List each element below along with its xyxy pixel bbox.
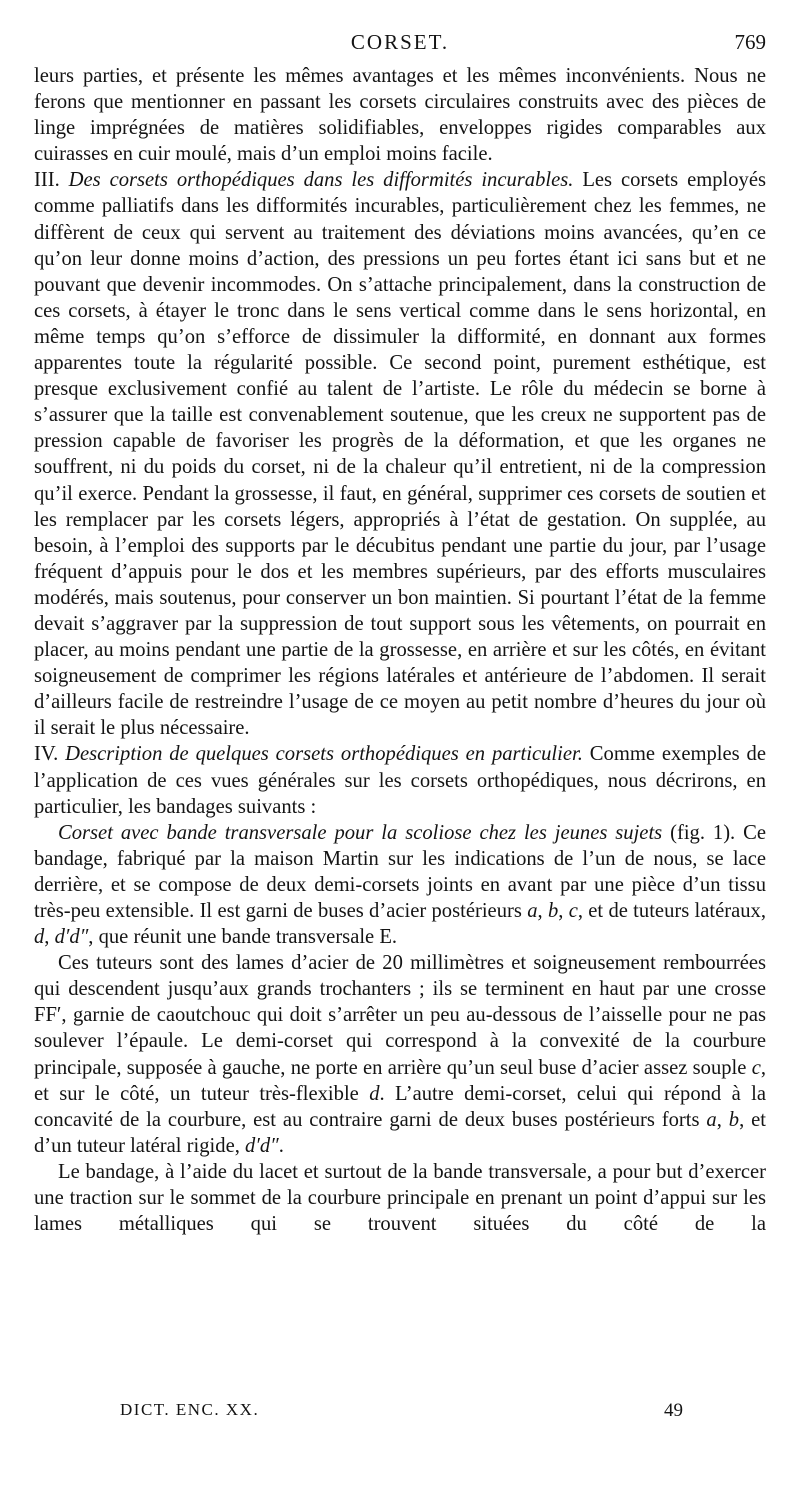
text-run: III. — [34, 169, 69, 192]
text-run: Comme exemples de l’application de ces vues générales sur les corsets orthopédiques, nous décrirons, en particulier, les bandages suivants : — [34, 743, 766, 818]
text-run: Le bandage, à l’aide du lacet et surtout de la bande transversale, a pour but d’exercer une traction sur le sommet de la courbure principale en prenant un point d’appui sur les lames métalliques qui se trouvent situées du côté de la — [34, 1160, 766, 1236]
text-run: IV. — [34, 743, 66, 766]
page-footer — [34, 1400, 766, 1424]
text-run: , — [558, 900, 569, 922]
page-number: 769 — [734, 30, 766, 54]
italic-run: Corset avec bande transversale pour la scoliose chez les jeunes sujets — [58, 821, 663, 844]
paragraph — [34, 950, 766, 1159]
text-run: , et sur le côté, un tuteur très-flexible — [34, 1056, 766, 1105]
italic-run: d — [369, 1082, 380, 1105]
text-run: , et de tuteurs latéraux, — [577, 900, 767, 922]
italic-run: d′d″ — [245, 1134, 279, 1157]
text-run: . — [278, 1134, 284, 1157]
paragraph — [34, 820, 766, 950]
paragraph — [34, 167, 766, 741]
paragraph — [34, 1159, 766, 1237]
italic-run: Des corsets orthopédiques dans les difformités incurables. — [68, 169, 574, 192]
text-run: , et d’un tuteur latéral rigide, — [34, 1108, 766, 1157]
italic-run: b — [728, 1108, 740, 1131]
italic-run: a — [527, 900, 538, 922]
text-run: , que réunit une bande transversale E. — [88, 926, 398, 949]
text-run: , — [537, 900, 548, 922]
page-header — [34, 30, 766, 58]
italic-run: d′d″ — [54, 926, 89, 949]
text-run: (fig. 1). Ce bandage, fabriqué par la maison Martin sur les indications de l’un de nous, se lace derrière, et se compose de deux demi-corsets joints en avant par une pièce d’un tissu très-peu extensible. Il est garni de buses d’acier postérieurs — [34, 821, 766, 922]
italic-run: d — [34, 926, 45, 949]
text-run: leurs parties, et présente les mêmes avantages et les mêmes inconvénients. Nous ne ferons que mentionner en passant les corsets circulaires construits avec des pièces de linge imprégnées de matières solidifiables, enveloppes rigides comparables aux cuirasses en cuir moulé, mais d’un emploi moins facile. — [34, 65, 766, 166]
italic-run: a — [706, 1108, 717, 1131]
running-title: CORSET. — [350, 30, 450, 54]
italic-run: Description de quelques corsets orthopédiques en particulier. — [65, 743, 583, 766]
italic-run: c — [751, 1056, 761, 1079]
text-run: Ces tuteurs sont des lames d’acier de 20 millimètres et soigneusement rembourrées qui descendent jusqu’aux grands trochanters ; ils se terminent en haut par une crosse FF′, garnie de caoutchouc qui doit s’arrêter un peu au-dessous de l’aisselle pour ne pas soulever l’épaule. Le demi-corset qui correspond à la convexité de la courbure principale, supposée à gauche, ne porte en arrière qu’un seul buse d’acier assez souple — [34, 952, 766, 1079]
paragraph — [34, 741, 766, 819]
text-run: . L’autre demi-corset, celui qui répond à la concavité de la courbure, est au contraire garni de deux buses postérieurs forts — [34, 1082, 766, 1131]
italic-run: b — [547, 900, 559, 922]
sheet-number: 49 — [664, 1400, 683, 1421]
text-run: , — [716, 1108, 729, 1131]
printer-signature: DICT. ENC. XX. — [120, 1400, 260, 1419]
paragraph — [34, 63, 766, 167]
text-run: , — [44, 926, 55, 949]
text-run: Les corsets employés comme palliatifs dans les difformités incurables, particulièrement chez les femmes, ne diffèrent de ceux qui servent au traitement des déviations moins avancées, qu’en ce qu’on leur donne moins d’action, des pressions un peu fortes étant ici sans but et ne pouvant que devenir incommodes. On s’attache principalement, dans la construction de ces corsets, à étayer le tronc dans le sens vertical comme dans le sens horizontal, en même temps qu’on s’efforce de dissimuler la difformité, en donnant aux formes apparentes toute la régularité possible. Ce second point, purement esthétique, est presque exclusivement confié au talent de l’artiste. Le rôle du médecin se borne à s’assurer que la taille est convenablement soutenue, que les creux ne supportent pas de pression capable de favoriser les progrès de la déformation, et que les organes ne souffrent, ni du poids du corset, ni de la chaleur qu’il entretient, ni de la compression qu’il exerce. Pendant la grossesse, il faut, en général, supprimer ces corsets de soutien et les remplacer par les corsets légers, appropriés à l’état de gestation. On supplée, au besoin, à l’emploi des supports par le décubitus pendant une partie du jour, par l’usage fréquent d’appuis pour le dos et les membres supérieurs, par des efforts musculaires modérés, mais soutenus, pour conserver un bon maintien. Si pourtant l’état de la femme devait s’aggraver par la suppression de tout support sous les vêtements, on pourrait en placer, au moins pendant une partie de la grossesse, en arrière et sur les côtés, en évitant soigneusement de comprimer les régions latérales et antérieure de l’abdomen. Il serait d’ailleurs facile de restreindre l’usage de ce moyen au petit nombre d’heures du jour où il serait le plus nécessaire. — [34, 169, 766, 740]
body-text — [34, 63, 766, 1237]
italic-run: c — [568, 900, 578, 922]
